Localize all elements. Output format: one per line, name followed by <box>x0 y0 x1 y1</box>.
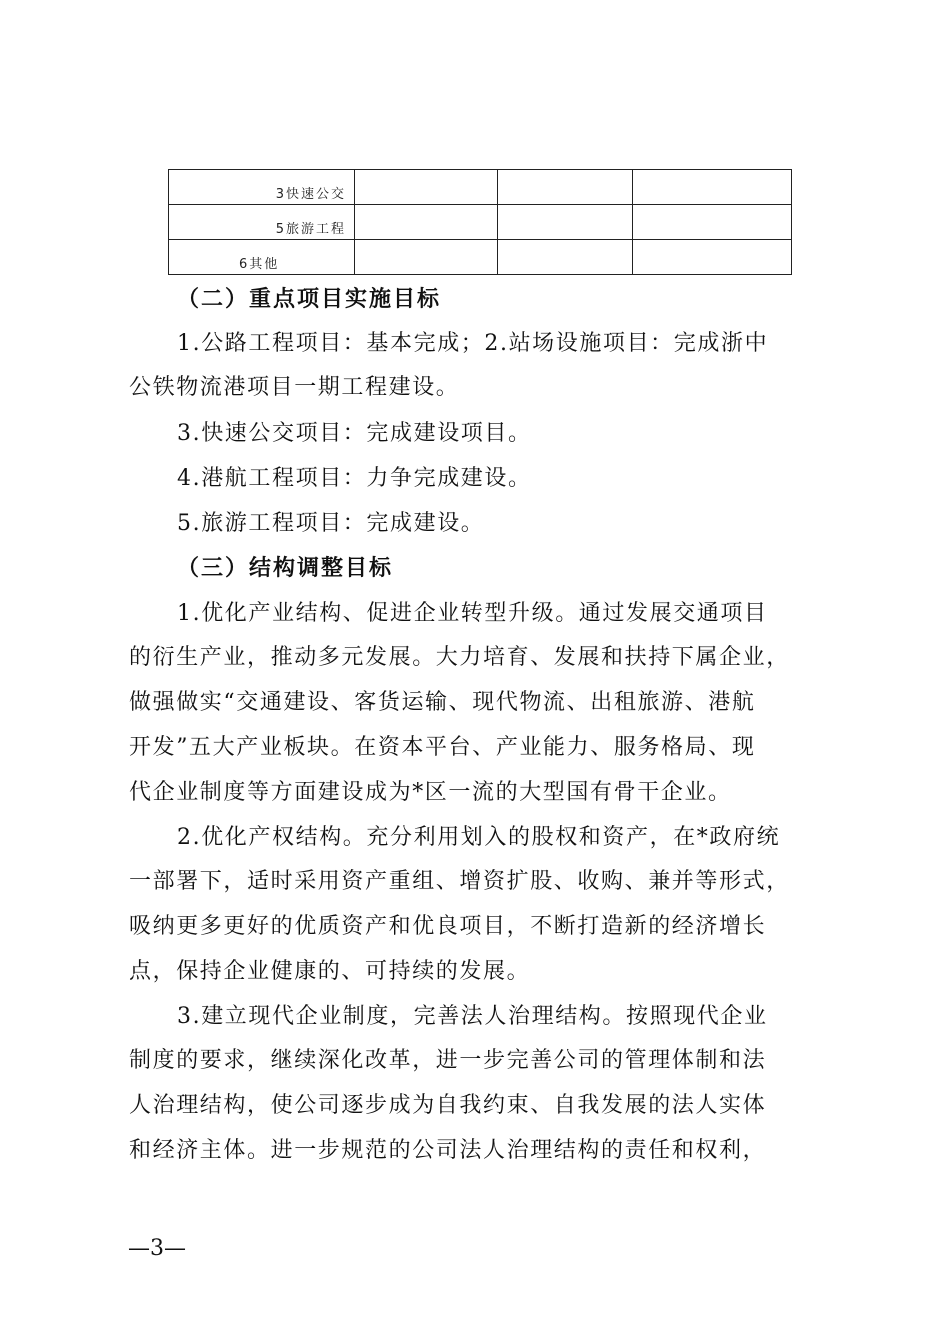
text-line: 点，保持企业健康的、可持续的发展。 <box>129 959 531 984</box>
table-row <box>169 205 792 240</box>
text-line: 开发”五大产业板块。在资本平台、产业能力、服务格局、现 <box>129 735 756 760</box>
section-heading: （二）重点项目实施目标 <box>177 287 442 312</box>
table-cell <box>355 205 498 240</box>
text-line: 一部署下，适时采用资产重组、增资扩股、收购、兼并等形式， <box>129 869 790 894</box>
row-label: 3快速公交 <box>169 170 355 205</box>
text-line: 3.快速公交项目：完成建设项目。 <box>177 421 532 446</box>
section-heading: （三）结构调整目标 <box>177 556 394 581</box>
text-line: 做强做实“交通建设、客货运输、现代物流、出租旅游、港航 <box>129 690 756 715</box>
table-cell <box>355 170 498 205</box>
text-line: 代企业制度等方面建设成为*区一流的大型国有骨干企业。 <box>129 780 732 805</box>
text-line: 公铁物流港项目一期工程建设。 <box>129 375 460 400</box>
text-line: 4.港航工程项目：力争完成建设。 <box>177 466 532 491</box>
text-line: 制度的要求，继续深化改革，进一步完善公司的管理体制和法 <box>129 1048 767 1073</box>
text-line: 的衍生产业，推动多元发展。大力培育、发展和扶持下属企业， <box>129 645 790 670</box>
table-row <box>169 170 792 205</box>
text-line: 1.公路工程项目：基本完成；2.站场设施项目：完成浙中 <box>177 331 769 356</box>
table-cell <box>498 205 633 240</box>
table-cell <box>633 170 792 205</box>
table-cell <box>633 240 792 275</box>
text-line: 和经济主体。进一步规范的公司法人治理结构的责任和权利， <box>129 1138 767 1163</box>
text-line: 人治理结构，使公司逐步成为自我约束、自我发展的法人实体 <box>129 1093 767 1118</box>
project-table <box>168 169 792 275</box>
text-line: 5.旅游工程项目：完成建设。 <box>177 511 485 536</box>
text-line: 3.建立现代企业制度，完善法人治理结构。按照现代企业 <box>177 1004 768 1029</box>
text-line: 吸纳更多更好的优质资产和优良项目，不断打造新的经济增长 <box>129 914 767 939</box>
table-cell <box>498 170 633 205</box>
table-row <box>169 240 792 275</box>
text-line: 1.优化产业结构、促进企业转型升级。通过发展交通项目 <box>177 601 768 626</box>
table-cell <box>498 240 633 275</box>
table-cell <box>633 205 792 240</box>
table-cell <box>355 240 498 275</box>
row-label: 5旅游工程 <box>169 205 355 240</box>
page-number: —3— <box>128 1236 186 1261</box>
text-line: 2.优化产权结构。充分利用划入的股权和资产，在*政府统 <box>177 825 781 850</box>
row-label: 6其他 <box>169 240 355 275</box>
